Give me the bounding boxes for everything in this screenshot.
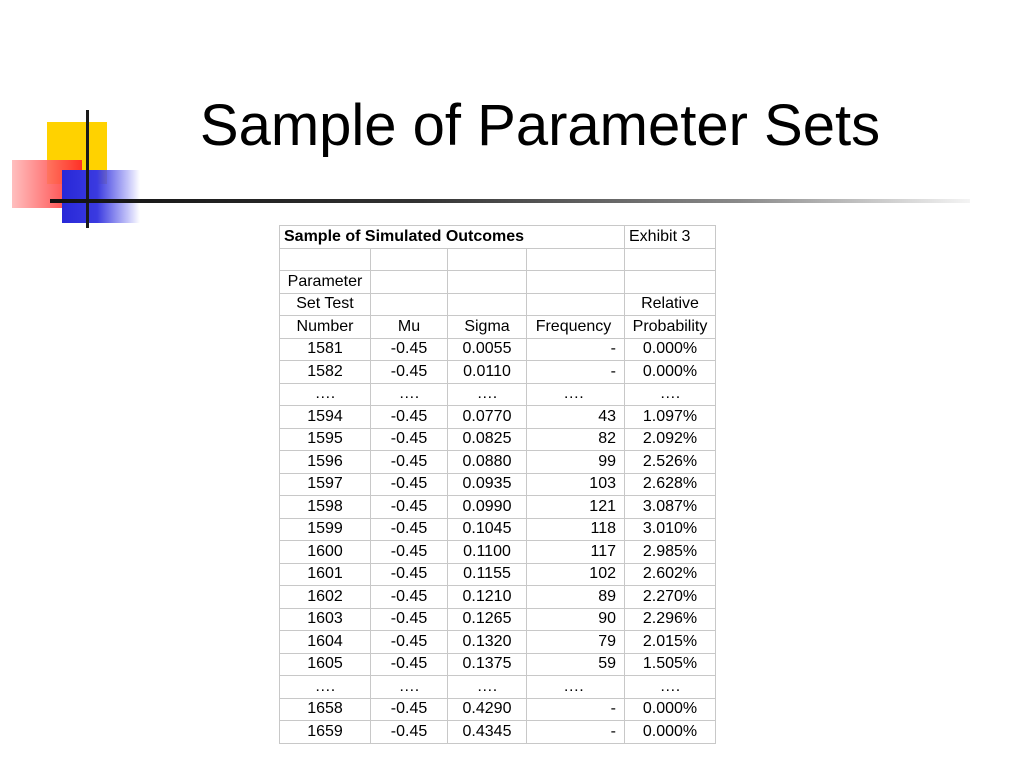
cell-mu: -0.45 <box>371 608 448 631</box>
header-cell-relative-probability: Relative <box>625 293 716 316</box>
cell-set-test-number: 1598 <box>280 496 371 519</box>
cell-mu: …. <box>371 676 448 699</box>
cell-set-test-number: 1582 <box>280 361 371 384</box>
cell-relative-probability: 0.000% <box>625 698 716 721</box>
cell-sigma: 0.1100 <box>448 541 527 564</box>
header-cell-relative-probability <box>625 271 716 294</box>
cell-mu: -0.45 <box>371 586 448 609</box>
header-cell-mu: Mu <box>371 316 448 339</box>
cell-mu: -0.45 <box>371 698 448 721</box>
cell-relative-probability: 3.010% <box>625 518 716 541</box>
cell-set-test-number: 1658 <box>280 698 371 721</box>
decor-blue-square <box>62 170 140 223</box>
cell-mu: -0.45 <box>371 451 448 474</box>
exhibit-label: Exhibit 3 <box>625 226 716 249</box>
cell-frequency: …. <box>527 383 625 406</box>
cell-frequency: 90 <box>527 608 625 631</box>
cell-relative-probability: 0.000% <box>625 338 716 361</box>
cell-mu: -0.45 <box>371 653 448 676</box>
cell-sigma: 0.0880 <box>448 451 527 474</box>
cell-sigma: …. <box>448 676 527 699</box>
cell-frequency: 117 <box>527 541 625 564</box>
cell-relative-probability: 2.602% <box>625 563 716 586</box>
cell-frequency: 121 <box>527 496 625 519</box>
cell-relative-probability: 1.097% <box>625 406 716 429</box>
cell-relative-probability: 2.296% <box>625 608 716 631</box>
cell-frequency: 103 <box>527 473 625 496</box>
cell-set-test-number: 1597 <box>280 473 371 496</box>
header-cell-frequency <box>527 293 625 316</box>
cell-frequency: - <box>527 361 625 384</box>
cell-frequency: - <box>527 698 625 721</box>
table-row <box>280 451 716 474</box>
table-row <box>280 721 716 744</box>
table-header-row <box>280 316 716 339</box>
cell-set-test-number: 1599 <box>280 518 371 541</box>
blank-cell <box>280 248 371 271</box>
cell-sigma: 0.1320 <box>448 631 527 654</box>
cell-relative-probability: 2.985% <box>625 541 716 564</box>
table-row <box>280 473 716 496</box>
cell-set-test-number: 1600 <box>280 541 371 564</box>
table-row <box>280 586 716 609</box>
table-row <box>280 428 716 451</box>
cell-relative-probability: 0.000% <box>625 361 716 384</box>
blank-cell <box>527 248 625 271</box>
cell-mu: -0.45 <box>371 563 448 586</box>
cell-sigma: 0.0990 <box>448 496 527 519</box>
blank-cell <box>625 248 716 271</box>
cell-mu: -0.45 <box>371 496 448 519</box>
slide-title: Sample of Parameter Sets <box>199 93 881 158</box>
cell-relative-probability: …. <box>625 383 716 406</box>
cell-set-test-number: 1603 <box>280 608 371 631</box>
cell-set-test-number: 1602 <box>280 586 371 609</box>
blank-cell <box>448 248 527 271</box>
cell-frequency: 43 <box>527 406 625 429</box>
table-title: Sample of Simulated Outcomes <box>280 226 625 249</box>
header-cell-sigma <box>448 271 527 294</box>
table-title-row <box>280 226 716 249</box>
cell-frequency: 82 <box>527 428 625 451</box>
header-cell-frequency <box>527 271 625 294</box>
cell-mu: -0.45 <box>371 361 448 384</box>
cell-mu: -0.45 <box>371 338 448 361</box>
header-cell-sigma <box>448 293 527 316</box>
cell-mu: -0.45 <box>371 406 448 429</box>
cell-frequency: 99 <box>527 451 625 474</box>
cell-relative-probability: 2.092% <box>625 428 716 451</box>
cell-frequency: 59 <box>527 653 625 676</box>
cell-mu: …. <box>371 383 448 406</box>
table-header-row <box>280 271 716 294</box>
cell-sigma: …. <box>448 383 527 406</box>
cell-relative-probability: 2.015% <box>625 631 716 654</box>
table-row <box>280 676 716 699</box>
cell-set-test-number: 1594 <box>280 406 371 429</box>
cell-mu: -0.45 <box>371 473 448 496</box>
cell-sigma: 0.0770 <box>448 406 527 429</box>
header-cell-frequency: Frequency <box>527 316 625 339</box>
cell-relative-probability: 2.628% <box>625 473 716 496</box>
cell-set-test-number: 1604 <box>280 631 371 654</box>
cell-mu: -0.45 <box>371 541 448 564</box>
cell-mu: -0.45 <box>371 518 448 541</box>
cell-sigma: 0.1265 <box>448 608 527 631</box>
table-header-row <box>280 293 716 316</box>
header-cell-sigma: Sigma <box>448 316 527 339</box>
cell-frequency: 102 <box>527 563 625 586</box>
cell-relative-probability: 0.000% <box>625 721 716 744</box>
cell-set-test-number: 1581 <box>280 338 371 361</box>
cell-sigma: 0.4290 <box>448 698 527 721</box>
table-row <box>280 361 716 384</box>
title-underline <box>50 199 970 203</box>
header-cell-mu <box>371 271 448 294</box>
cell-sigma: 0.1045 <box>448 518 527 541</box>
cell-sigma: 0.1210 <box>448 586 527 609</box>
cell-set-test-number: 1605 <box>280 653 371 676</box>
table-row <box>280 653 716 676</box>
table-row <box>280 406 716 429</box>
table-row <box>280 631 716 654</box>
cell-frequency: - <box>527 721 625 744</box>
cell-sigma: 0.1375 <box>448 653 527 676</box>
table-row <box>280 541 716 564</box>
cell-frequency: …. <box>527 676 625 699</box>
cell-sigma: 0.0935 <box>448 473 527 496</box>
header-cell-set-test-number: Set Test <box>280 293 371 316</box>
cell-set-test-number: 1601 <box>280 563 371 586</box>
blank-cell <box>371 248 448 271</box>
cell-mu: -0.45 <box>371 428 448 451</box>
cell-sigma: 0.1155 <box>448 563 527 586</box>
cell-relative-probability: 2.270% <box>625 586 716 609</box>
cell-frequency: - <box>527 338 625 361</box>
table-row <box>280 338 716 361</box>
header-cell-mu <box>371 293 448 316</box>
cell-set-test-number: …. <box>280 676 371 699</box>
cell-set-test-number: 1596 <box>280 451 371 474</box>
table-row <box>280 518 716 541</box>
cell-set-test-number: …. <box>280 383 371 406</box>
cell-relative-probability: 2.526% <box>625 451 716 474</box>
cell-sigma: 0.0825 <box>448 428 527 451</box>
cell-relative-probability: 3.087% <box>625 496 716 519</box>
header-cell-set-test-number: Number <box>280 316 371 339</box>
table-row <box>280 563 716 586</box>
cell-sigma: 0.0055 <box>448 338 527 361</box>
simulated-outcomes-table <box>279 225 716 744</box>
table-row <box>280 383 716 406</box>
cell-frequency: 118 <box>527 518 625 541</box>
table-row <box>280 698 716 721</box>
blank-row <box>280 248 716 271</box>
cell-frequency: 79 <box>527 631 625 654</box>
cell-set-test-number: 1659 <box>280 721 371 744</box>
cell-frequency: 89 <box>527 586 625 609</box>
decor-vertical-line <box>86 110 89 228</box>
cell-sigma: 0.4345 <box>448 721 527 744</box>
table-row <box>280 608 716 631</box>
header-cell-relative-probability: Probability <box>625 316 716 339</box>
header-cell-set-test-number: Parameter <box>280 271 371 294</box>
cell-relative-probability: 1.505% <box>625 653 716 676</box>
cell-set-test-number: 1595 <box>280 428 371 451</box>
cell-mu: -0.45 <box>371 721 448 744</box>
cell-mu: -0.45 <box>371 631 448 654</box>
cell-relative-probability: …. <box>625 676 716 699</box>
table-row <box>280 496 716 519</box>
cell-sigma: 0.0110 <box>448 361 527 384</box>
